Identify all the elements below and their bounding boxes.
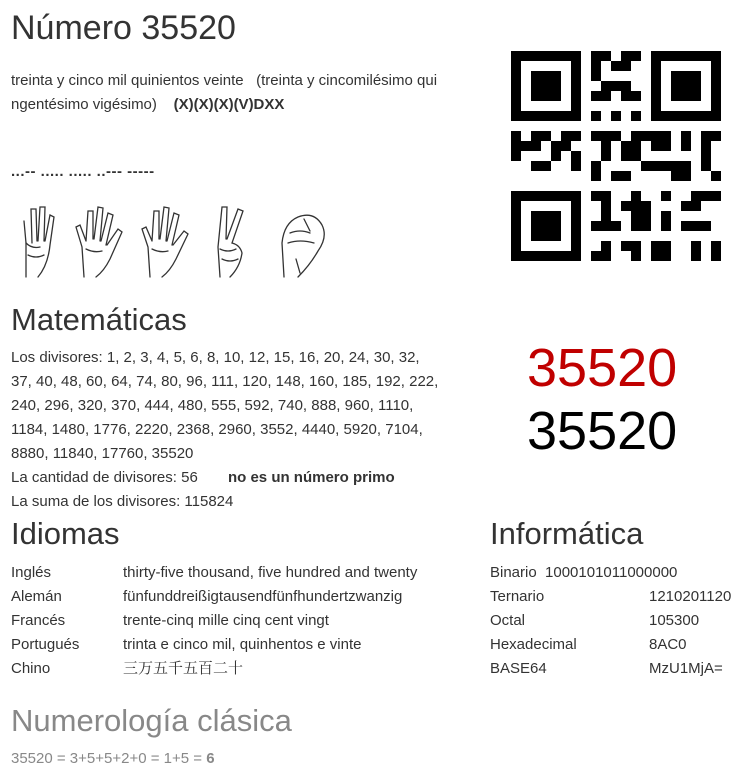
hand-sign-icon <box>18 203 338 279</box>
base-value: 8AC0 <box>649 636 687 653</box>
base-value: MzU1MjA= <box>649 660 723 677</box>
numerology-heading: Numerología clásica <box>11 703 292 738</box>
language-value: thirty-five thousand, five hundred and twenty <box>123 564 418 581</box>
divisors-line: 240, 296, 320, 370, 444, 480, 555, 592, 740, 888, 960, 1110, <box>11 397 414 414</box>
language-label: Portugués <box>11 636 80 653</box>
language-label: Inglés <box>11 564 52 581</box>
big-number-red: 35520 <box>527 338 678 398</box>
divisors-count: La cantidad de divisores: 56 <box>11 469 198 486</box>
divisors-count-row <box>11 466 438 490</box>
divisors-sum: La suma de los divisores: 115824 <box>11 493 234 510</box>
big-number-black: 35520 <box>527 401 678 461</box>
language-label: Francés <box>11 612 66 629</box>
base-label: BASE64 <box>490 660 547 677</box>
base-label: Hexadecimal <box>490 636 577 653</box>
qr-code-icon <box>511 51 721 261</box>
numerology-formula: 35520 = 3+5+5+2+0 = 1+5 = <box>11 750 207 767</box>
roman-numeral: (X)(X)(X)(V)DXX <box>173 96 285 113</box>
base-label: Ternario <box>490 588 545 605</box>
base-value: 105300 <box>649 612 700 629</box>
language-value: trinta e cinco mil, quinhentos e vinte <box>123 636 362 653</box>
divisors-line: 8880, 11840, 17760, 35520 <box>11 445 194 462</box>
divisors-block <box>11 346 438 514</box>
language-value: 三万五千五百二十 <box>123 660 244 677</box>
prime-note: no es un número primo <box>227 469 395 486</box>
numerology-formula-row <box>11 747 215 771</box>
number-words-cont <box>11 93 284 117</box>
divisors-line: 37, 40, 48, 60, 64, 74, 80, 96, 111, 120, 148, 160, 185, 192, 222, <box>11 373 439 390</box>
words-text: treinta y cinco mil quinientos veinte <box>11 72 244 89</box>
divisors-line: Los divisores: 1, 2, 3, 4, 5, 6, 8, 10, 12, 15, 16, 20, 24, 30, 32, <box>11 349 420 366</box>
language-value: fünfunddreißigtausendfünfhundertzwanzig <box>123 588 403 605</box>
page-title: Número 35520 <box>11 9 236 47</box>
languages-heading: Idiomas <box>11 516 120 551</box>
numerology-result: 6 <box>206 750 215 767</box>
binary-value: Binario 1000101011000000 <box>490 564 678 581</box>
language-label: Chino <box>11 660 51 677</box>
base-value: 1210201120 <box>649 588 732 605</box>
language-value: trente-cinq mille cinq cent vingt <box>123 612 329 629</box>
morse-code: ...-- ..... ..... ..--- ----- <box>11 163 155 180</box>
language-label: Alemán <box>11 588 62 605</box>
computing-heading: Informática <box>490 516 644 551</box>
base-label: Octal <box>490 612 526 629</box>
divisors-line: 1184, 1480, 1776, 2220, 2368, 2960, 3552, 4440, 5920, 7104, <box>11 421 423 438</box>
number-words <box>11 69 481 93</box>
math-heading: Matemáticas <box>11 302 187 337</box>
ordinal-text-1: (treinta y cincomilésimo qui <box>256 72 438 89</box>
ordinal-text-2: ngentésimo vigésimo) <box>11 96 157 113</box>
